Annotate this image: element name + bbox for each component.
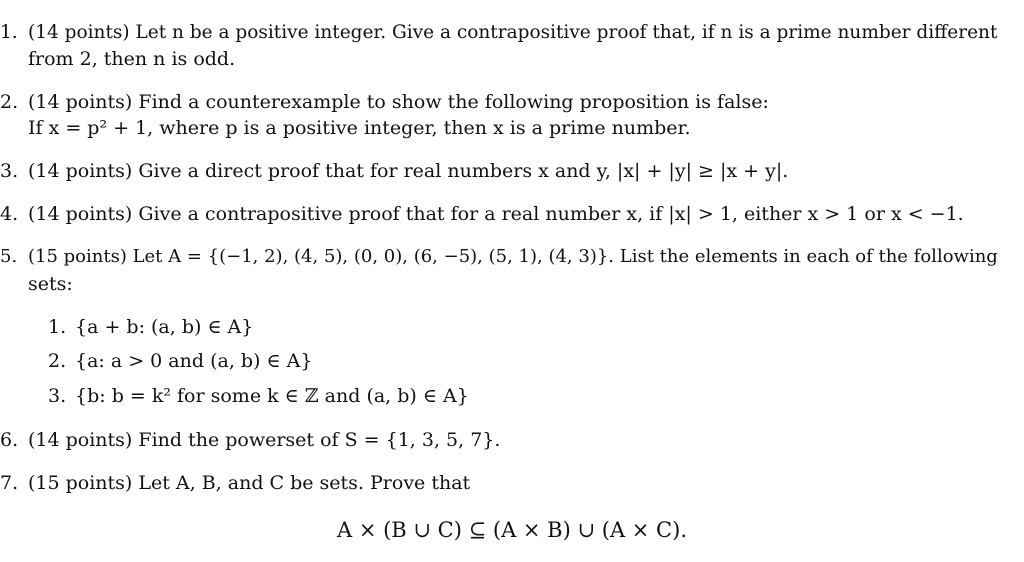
problem-7-text: (15 points) Let A, B, and C be sets. Prove that xyxy=(28,472,471,494)
problem-2-continuation: If x = p² + 1, where p is a positive integer, then x is a prime number. xyxy=(28,117,691,139)
problem-3-text: (14 points) Give a direct proof that for real numbers x and y, |x| + |y| ≥ |x + y|. xyxy=(28,160,789,182)
problem-6 xyxy=(0,428,500,452)
subitem-1-number: 1. xyxy=(48,316,67,338)
problem-4 xyxy=(0,202,964,226)
problem-5-text: (15 points) Let A = {(−1, 2), (4, 5), (0, 0), (6, −5), (5, 1), (4, 3)}. List the elements in each of the following xyxy=(28,246,998,267)
problem-5-continuation: sets: xyxy=(28,273,73,295)
problem-4-text: (14 points) Give a contrapositive proof that for a real number x, if |x| > 1, either x > 1 or x < −1. xyxy=(28,203,964,225)
problem-1-number: 1. xyxy=(0,22,18,43)
subitem-3-text: {b: b = k² for some k ∈ ℤ and (a, b) ∈ A} xyxy=(75,385,469,407)
problem-6-number: 6. xyxy=(0,429,19,451)
problem-7-number: 7. xyxy=(0,472,19,494)
problem-3-number: 3. xyxy=(0,160,19,182)
problem-5-number: 5. xyxy=(0,246,18,267)
problem-6-text: (14 points) Find the powerset of S = {1, 3, 5, 7}. xyxy=(28,429,501,451)
problem-5-subitem-2 xyxy=(48,349,312,373)
problem-2-text: (14 points) Find a counterexample to show the following proposition is false: xyxy=(28,91,769,113)
problem-3 xyxy=(0,159,788,183)
problem-2-number: 2. xyxy=(0,91,19,113)
problem-2 xyxy=(0,90,769,114)
problem-1-continuation: from 2, then n is odd. xyxy=(28,48,236,70)
problem-7-display-equation: A × (B ∪ C) ⊆ (A × B) ∪ (A × C). xyxy=(336,518,687,542)
problem-5-subitem-3 xyxy=(48,384,469,408)
problem-5 xyxy=(0,245,998,269)
subitem-3-number: 3. xyxy=(48,385,67,407)
subitem-2-text: {a: a > 0 and (a, b) ∈ A} xyxy=(75,350,313,372)
problem-7 xyxy=(0,471,470,495)
problem-5-subitem-1 xyxy=(48,315,253,339)
subitem-2-number: 2. xyxy=(48,350,67,372)
subitem-1-text: {a + b: (a, b) ∈ A} xyxy=(75,316,254,338)
problem-1-text: (14 points) Let n be a positive integer. Give a contrapositive proof that, if n is a prime number different xyxy=(28,22,998,43)
problem-4-number: 4. xyxy=(0,203,19,225)
problem-1 xyxy=(0,21,997,45)
